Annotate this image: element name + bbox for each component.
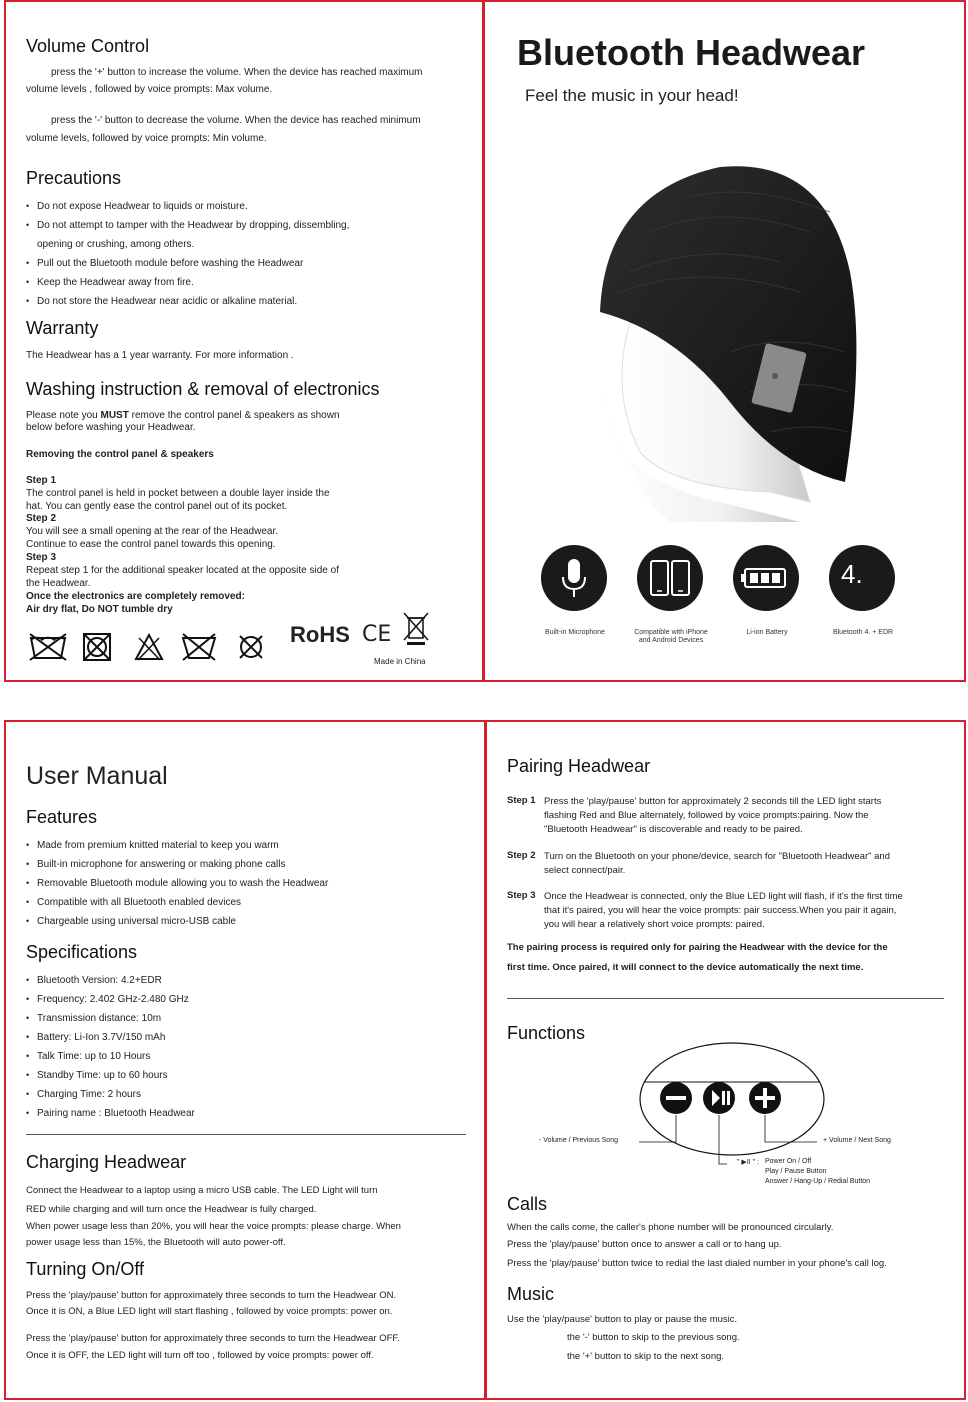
music-text: Use the 'play/pause' button to play or pause the music. — [507, 1314, 738, 1325]
on-off-text: Press the 'play/pause' button for approximately three seconds to turn the Headwear OFF. — [26, 1333, 400, 1344]
washing-done: Air dry flat, Do NOT tumble dry — [26, 604, 173, 615]
pairing-step-text: select connect/pair. — [544, 865, 626, 876]
manual-title: User Manual — [26, 762, 168, 790]
no-iron-icon — [181, 632, 217, 662]
on-off-text: Once it is ON, a Blue LED light will start flashing , followed by voice prompts: power on. — [26, 1306, 393, 1317]
volume-line: press the '-' button to decrease the volume. When the device has reached minimum — [51, 115, 421, 126]
plus-icon — [748, 1081, 782, 1115]
washing-step-text: The control panel is held in pocket between a double layer inside the — [26, 488, 330, 499]
volume-line: volume levels , followed by voice prompts: Max volume. — [26, 84, 273, 95]
beanie-on-mannequin-illustration — [580, 152, 870, 522]
panel-pairing-functions — [485, 720, 966, 1400]
plus-function-label: + Volume / Next Song — [823, 1137, 891, 1144]
charging-text: Connect the Headwear to a laptop using a micro USB cable. The LED Light will turn — [26, 1185, 378, 1196]
panel-user-manual — [4, 720, 486, 1400]
warranty-heading: Warranty — [26, 318, 99, 338]
no-wash-icon — [28, 632, 68, 662]
pairing-note: The pairing process is required only for pairing the Headwear with the device for the — [507, 942, 888, 953]
bluetooth-version-icon: 4. — [829, 545, 895, 611]
rohs-mark: RoHS — [290, 622, 350, 647]
pairing-step-text: Once the Headwear is connected, only the Blue LED light will flash, if it's the first time — [544, 891, 903, 902]
play-function-label: Power On / Off — [765, 1158, 812, 1165]
divider — [507, 998, 944, 999]
on-off-heading: Turning On/Off — [26, 1259, 145, 1279]
washing-step-text: Continue to ease the control panel towards this opening. — [26, 539, 276, 550]
play-function-key: " ▶II " : — [737, 1159, 760, 1166]
list-item: • Do not store the Headwear near acidic or alkaline material. — [26, 292, 466, 311]
no-dry-clean-icon — [236, 632, 266, 662]
volume-heading: Volume Control — [26, 36, 150, 56]
calls-text: When the calls come, the caller's phone number will be pronounced circularly. — [507, 1222, 834, 1233]
no-bleach-icon — [134, 632, 164, 662]
play-function-label: Play / Pause Button — [765, 1168, 827, 1175]
warranty-text: The Headwear has a 1 year warranty. For more information . — [26, 350, 294, 361]
list-item: • Do not attempt to tamper with the Headwear by dropping, dissembling, — [26, 216, 466, 235]
list-item: • Pairing name : Bluetooth Headwear — [26, 1104, 466, 1123]
charging-text: RED while charging and will turn once the Headwear is fully charged. — [26, 1204, 317, 1215]
ce-mark: CE — [362, 622, 392, 647]
list-item: • Talk Time: up to 10 Hours — [26, 1047, 466, 1066]
smartphones-icon — [637, 545, 703, 611]
charging-text: When power usage less than 20%, you will hear the voice prompts: please charge. When — [26, 1221, 401, 1232]
calls-text: Press the 'play/pause' button once to answer a call or to hang up. — [507, 1239, 782, 1250]
no-tumble-dry-icon — [82, 632, 112, 662]
calls-heading: Calls — [507, 1194, 548, 1214]
music-text: the '+' button to skip to the next song. — [567, 1351, 725, 1362]
pairing-note: first time. Once paired, it will connect to the device automatically the next time. — [507, 962, 864, 973]
minus-function-label: - Volume / Previous Song — [539, 1137, 618, 1144]
precautions-heading: Precautions — [26, 168, 122, 188]
pairing-step-text: flashing Red and Blue alternately, followed by voice prompts:pairing. Now the — [544, 810, 869, 821]
washing-done: Once the electronics are completely removed: — [26, 591, 245, 602]
features-list — [26, 836, 466, 931]
list-item: • Chargeable using universal micro-USB cable — [26, 912, 466, 931]
battery-icon — [733, 545, 799, 611]
list-item: • Bluetooth Version: 4.2+EDR — [26, 971, 466, 990]
pairing-step-text: "Bluetooth Headwear" is discoverable and ready to be paired. — [544, 824, 803, 835]
pairing-step-text: you will hear a relatively short voice prompts: paired. — [544, 919, 765, 930]
icon-label: and Android Devices — [638, 637, 704, 644]
pairing-step-label: Step 2 — [507, 850, 536, 861]
pairing-step-label: Step 3 — [507, 890, 536, 901]
washing-intro: Please note you MUST remove the control panel & speakers as shown — [26, 410, 340, 421]
weee-bin-icon — [403, 612, 429, 646]
volume-line: volume levels, followed by voice prompts: Min volume. — [26, 133, 267, 144]
music-text: the '-' button to skip to the previous song. — [567, 1332, 740, 1343]
list-item: • Compatible with all Bluetooth enabled devices — [26, 893, 466, 912]
minus-icon — [659, 1081, 693, 1115]
microphone-icon — [541, 545, 607, 611]
functions-heading: Functions — [507, 1023, 586, 1043]
made-in-label: Made in China — [374, 657, 426, 666]
list-item: • Charging Time: 2 hours — [26, 1085, 466, 1104]
calls-text: Press the 'play/pause' button twice to redial the last dialed number in your phone's call log. — [507, 1258, 887, 1269]
pairing-step-text: that it's paired, you will hear the voice prompts: pair success.When you pair it again, — [544, 905, 897, 916]
play-pause-icon — [702, 1081, 736, 1115]
washing-step-label: Step 2 — [26, 513, 57, 524]
list-item: • Transmission distance: 10m — [26, 1009, 466, 1028]
list-item-continuation: opening or crushing, among others. — [37, 239, 195, 250]
list-item: • Built-in microphone for answering or making phone calls — [26, 855, 466, 874]
icon-label: Built-in Microphone — [545, 629, 605, 636]
icon-label: Li-ion Battery — [746, 629, 788, 636]
charging-heading: Charging Headwear — [26, 1152, 187, 1172]
washing-heading: Washing instruction & removal of electronics — [26, 379, 380, 399]
washing-step-text: the Headwear. — [26, 578, 91, 589]
play-function-label: Answer / Hang-Up / Redial Button — [765, 1178, 871, 1185]
list-item: • Battery: Li-Ion 3.7V/150 mAh — [26, 1028, 466, 1047]
list-item: • Removable Bluetooth module allowing you to wash the Headwear — [26, 874, 466, 893]
music-heading: Music — [507, 1284, 555, 1304]
divider — [26, 1134, 466, 1135]
specifications-list — [26, 971, 466, 1123]
pairing-step-text: Press the 'play/pause' button for approximately 2 seconds till the LED light starts — [544, 796, 882, 807]
panel-cover — [483, 0, 966, 682]
list-item: • Pull out the Bluetooth module before washing the Headwear — [26, 254, 466, 273]
features-heading: Features — [26, 807, 98, 827]
cover-tagline: Feel the music in your head! — [525, 86, 739, 105]
washing-intro: below before washing your Headwear. — [26, 422, 196, 433]
washing-subheading: Removing the control panel & speakers — [26, 449, 214, 460]
list-item: • Made from premium knitted material to keep you warm — [26, 836, 466, 855]
washing-step-text: hat. You can gently ease the control panel out of its pocket. — [26, 501, 288, 512]
pairing-step-text: Turn on the Bluetooth on your phone/device, search for "Bluetooth Headwear" and — [544, 851, 890, 862]
cover-title: Bluetooth Headwear — [517, 32, 866, 73]
washing-step-text: Repeat step 1 for the additional speaker located at the opposite side of — [26, 565, 339, 576]
charging-text: power usage less than 15%, the Bluetooth will auto power-off. — [26, 1237, 286, 1248]
panel-instructions — [4, 0, 484, 682]
specifications-heading: Specifications — [26, 942, 138, 962]
icon-label: Bluetooth 4. + EDR — [832, 629, 894, 636]
pairing-step-label: Step 1 — [507, 795, 536, 806]
list-item: • Standby Time: up to 60 hours — [26, 1066, 466, 1085]
list-item: • Frequency: 2.402 GHz-2.480 GHz — [26, 990, 466, 1009]
precautions-list — [26, 197, 466, 311]
washing-step-label: Step 1 — [26, 475, 57, 486]
volume-line: press the '+' button to increase the volume. When the device has reached maximum — [51, 67, 423, 78]
pairing-heading: Pairing Headwear — [507, 756, 651, 776]
list-item: • Keep the Headwear away from fire. — [26, 273, 466, 292]
on-off-text: Press the 'play/pause' button for approximately three seconds to turn the Headwear ON. — [26, 1290, 397, 1301]
washing-step-label: Step 3 — [26, 552, 57, 563]
list-item: • Do not expose Headwear to liquids or moisture. — [26, 197, 466, 216]
washing-step-text: You will see a small opening at the rear of the Headwear. — [26, 526, 279, 537]
icon-label: Compatible with iPhone — [634, 629, 708, 636]
on-off-text: Once it is OFF, the LED light will turn off too , followed by voice prompts: power off. — [26, 1350, 374, 1361]
